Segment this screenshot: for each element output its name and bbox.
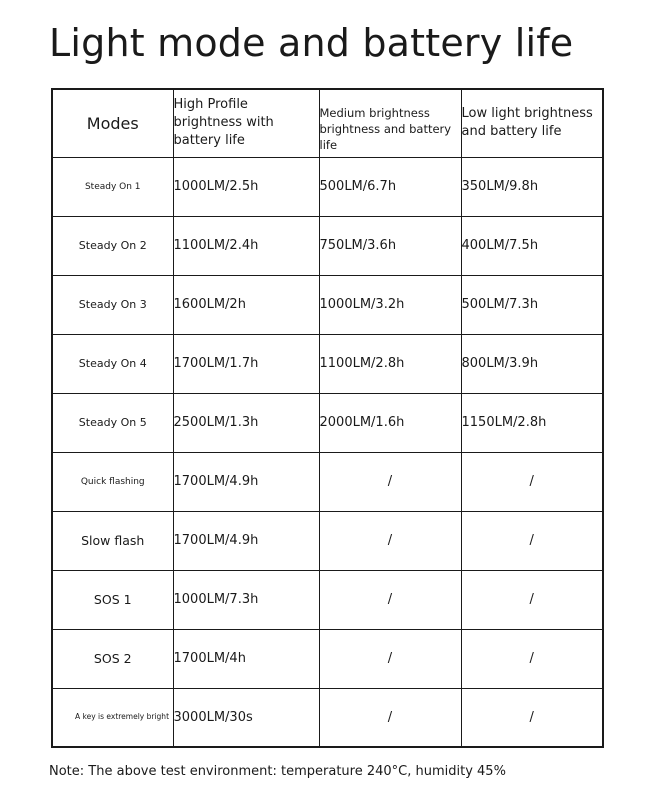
table-row	[52, 688, 603, 747]
low-cell: /	[461, 688, 603, 747]
medium-cell: /	[319, 452, 461, 511]
high-cell: 1100LM/2.4h	[173, 216, 319, 275]
mode-cell: Slow flash	[52, 511, 173, 570]
mode-cell: Steady On 1	[52, 157, 173, 216]
header-low-light: Low light brightness and battery life	[461, 89, 603, 157]
table-header-row	[52, 89, 603, 157]
table-row	[52, 452, 603, 511]
table-row	[52, 275, 603, 334]
medium-cell: 750LM/3.6h	[319, 216, 461, 275]
high-cell: 1700LM/4.9h	[173, 452, 319, 511]
medium-cell: /	[319, 688, 461, 747]
mode-cell: A key is extremely bright	[52, 688, 173, 747]
high-cell: 3000LM/30s	[173, 688, 319, 747]
table-row	[52, 629, 603, 688]
table-row	[52, 511, 603, 570]
high-cell: 1700LM/4h	[173, 629, 319, 688]
table-row	[52, 393, 603, 452]
low-cell: /	[461, 629, 603, 688]
table-row	[52, 216, 603, 275]
high-cell: 1700LM/4.9h	[173, 511, 319, 570]
medium-cell: /	[319, 511, 461, 570]
mode-cell: Steady On 4	[52, 334, 173, 393]
low-cell: 800LM/3.9h	[461, 334, 603, 393]
medium-cell: /	[319, 629, 461, 688]
low-cell: /	[461, 570, 603, 629]
table-row	[52, 157, 603, 216]
high-cell: 1700LM/1.7h	[173, 334, 319, 393]
high-cell: 1000LM/7.3h	[173, 570, 319, 629]
medium-cell: 2000LM/1.6h	[319, 393, 461, 452]
mode-cell: Quick flashing	[52, 452, 173, 511]
page-title: Light mode and battery life	[49, 21, 574, 65]
header-medium-brightness: Medium brightness brightness and battery life	[319, 89, 461, 157]
low-cell: 350LM/9.8h	[461, 157, 603, 216]
footnote: Note: The above test environment: temperature 240°C, humidity 45%	[49, 764, 506, 779]
light-mode-table	[51, 88, 604, 748]
low-cell: 1150LM/2.8h	[461, 393, 603, 452]
medium-cell: 1100LM/2.8h	[319, 334, 461, 393]
mode-cell: Steady On 5	[52, 393, 173, 452]
header-high-profile: High Profile brightness with battery life	[173, 89, 319, 157]
medium-cell: 500LM/6.7h	[319, 157, 461, 216]
mode-cell: Steady On 2	[52, 216, 173, 275]
low-cell: 500LM/7.3h	[461, 275, 603, 334]
high-cell: 1000LM/2.5h	[173, 157, 319, 216]
high-cell: 2500LM/1.3h	[173, 393, 319, 452]
low-cell: /	[461, 452, 603, 511]
mode-cell: SOS 1	[52, 570, 173, 629]
table-row	[52, 334, 603, 393]
high-cell: 1600LM/2h	[173, 275, 319, 334]
header-modes: Modes	[52, 89, 173, 157]
table-row	[52, 570, 603, 629]
low-cell: /	[461, 511, 603, 570]
medium-cell: 1000LM/3.2h	[319, 275, 461, 334]
mode-cell: Steady On 3	[52, 275, 173, 334]
mode-cell: SOS 2	[52, 629, 173, 688]
medium-cell: /	[319, 570, 461, 629]
low-cell: 400LM/7.5h	[461, 216, 603, 275]
